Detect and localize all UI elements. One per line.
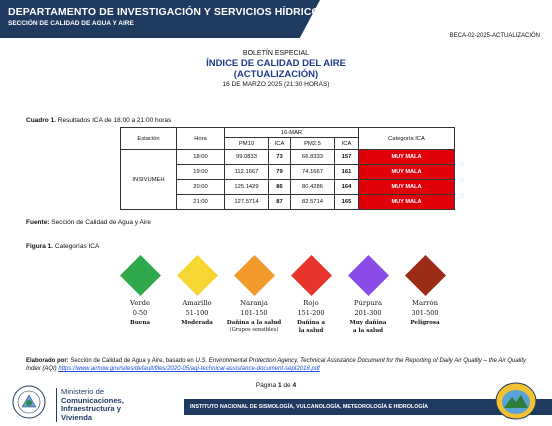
ica-results-table xyxy=(120,127,455,210)
page-total: 4 xyxy=(292,382,297,389)
cell-ica-pm25: 161 xyxy=(335,165,359,180)
source-text: Sección de Calidad de Agua y Aire xyxy=(49,219,152,226)
cell-pm10: 125.1429 xyxy=(225,180,269,195)
cell-ica-pm25: 157 xyxy=(335,150,359,165)
page-current: 1 xyxy=(277,382,282,389)
header-date: 16-MAR xyxy=(225,128,359,138)
category-description: Moderada xyxy=(181,320,213,326)
cell-ica-pm10: 79 xyxy=(269,165,291,180)
category-description: Dañina a xyxy=(297,320,325,326)
elaborated-by-note xyxy=(26,357,536,373)
purple-diamond-icon xyxy=(347,255,388,296)
category-name: Marrón xyxy=(412,299,438,307)
bulletin-kicker: BOLETÍN ESPECIAL xyxy=(242,50,310,57)
category-orange xyxy=(226,255,282,333)
cell-ica-pm10: 73 xyxy=(269,150,291,165)
category-maroon xyxy=(397,255,453,327)
cell-ica-pm25: 165 xyxy=(335,195,359,210)
elaborated-text: Sección de Calidad de Agua y Aire, basado en xyxy=(68,358,196,364)
figure-caption-text: Categorías ICA xyxy=(53,243,100,250)
category-name: Verde xyxy=(130,299,150,307)
category-name: Rojo xyxy=(303,299,319,307)
ministry-line: Vivienda xyxy=(61,412,93,422)
category-range: 201-300 xyxy=(354,309,382,317)
elaborated-label: Elaborado por: xyxy=(26,358,69,364)
category-range: 51-100 xyxy=(185,309,209,317)
green-diamond-icon xyxy=(119,255,160,296)
category-name: Púrpura xyxy=(353,299,383,307)
source-note xyxy=(26,219,151,226)
cell-pm25: 74.1667 xyxy=(291,165,335,180)
category-name: Amarillo xyxy=(182,299,212,307)
section-subtitle: SECCIÓN DE CALIDAD DE AGUA Y AIRE xyxy=(8,20,134,27)
cell-hour: 18:00 xyxy=(177,150,225,165)
red-diamond-icon xyxy=(290,255,331,296)
category-range: 0-50 xyxy=(132,309,148,317)
header-station: Estación xyxy=(121,128,177,150)
yellow-diamond-icon xyxy=(176,255,217,296)
cell-ica-pm25: 164 xyxy=(335,180,359,195)
ministry-line: Ministerio de xyxy=(61,387,105,396)
table-caption-text: Resultados ICA de 18:00 a 21:00 horas xyxy=(55,117,172,124)
figure-caption xyxy=(26,243,99,250)
category-description-line2: a la salud xyxy=(352,328,384,334)
category-range: 101-150 xyxy=(240,309,268,317)
department-title: DEPARTAMENTO DE INVESTIGACIÓN Y SERVICIOS HÍDRICOS xyxy=(8,6,327,18)
cell-hour: 19:00 xyxy=(177,165,225,180)
category-description: Dañina a la salud xyxy=(226,320,282,326)
category-yellow xyxy=(169,255,225,327)
cell-category: MUY MALA xyxy=(359,195,455,210)
table-caption xyxy=(26,117,171,124)
cell-category: MUY MALA xyxy=(359,180,455,195)
header-pm25: PM2.5 xyxy=(291,138,335,150)
bulletin-title-update: (ACTUALIZACIÓN) xyxy=(233,69,319,80)
cell-ica-pm10: 87 xyxy=(269,195,291,210)
cell-pm25: 82.5714 xyxy=(291,195,335,210)
cell-category: MUY MALA xyxy=(359,165,455,180)
category-description-line2: la salud xyxy=(298,328,324,334)
category-green xyxy=(112,255,168,327)
header-ica-pm25: ICA xyxy=(335,138,359,150)
station-name: INSIVUMEH xyxy=(121,150,177,210)
figure-caption-label: Figura 1. xyxy=(26,243,54,250)
category-red xyxy=(283,255,339,335)
cell-pm25: 80.4286 xyxy=(291,180,335,195)
page-prefix: Página xyxy=(255,382,278,389)
cell-pm10: 99.0833 xyxy=(225,150,269,165)
orange-diamond-icon xyxy=(233,255,274,296)
header-pm10: PM10 xyxy=(225,138,269,150)
cell-category: MUY MALA xyxy=(359,150,455,165)
category-note: (Grupos sensibles) xyxy=(229,327,279,333)
bulletin-title: ÍNDICE DE CALIDAD DEL AIRE xyxy=(206,58,346,69)
cell-pm25: 66.8333 xyxy=(291,150,335,165)
guatemala-seal-icon xyxy=(12,385,46,419)
category-purple xyxy=(340,255,396,335)
ministry-line: Infraestructura y xyxy=(61,404,121,413)
category-range: 301-500 xyxy=(411,309,439,317)
category-name: Naranja xyxy=(240,299,268,307)
institute-name: INSTITUTO NACIONAL DE SISMOLOGÍA, VULCANOLOGÍA, METEOROLOGÍA E HIDROLOGÍA xyxy=(190,404,428,410)
ministry-line: Comunicaciones, xyxy=(61,395,124,405)
cell-pm10: 112.1667 xyxy=(225,165,269,180)
reference-link[interactable]: https://www.airnow.gov/sites/default/files/2020-05/aqi-technical-assistance-document-sept2018.pdf xyxy=(58,366,320,372)
page-mid: de xyxy=(281,382,293,389)
category-range: 151-200 xyxy=(297,309,325,317)
category-description: Muy dañina xyxy=(349,320,387,326)
maroon-diamond-icon xyxy=(404,255,445,296)
ministry-logo-text xyxy=(56,388,124,422)
cell-hour: 21:00 xyxy=(177,195,225,210)
reference-title: U.S. Environmental Protection Agency, Technical Assistance Document for the Reporting of Daily Air Quality – the Air Quality Index (AQI) xyxy=(26,358,527,372)
source-label: Fuente: xyxy=(26,219,50,226)
header-category: Categoría ICA xyxy=(359,128,455,150)
table-caption-label: Cuadro 1. xyxy=(26,117,56,124)
category-description: Buena xyxy=(129,320,151,326)
table-row xyxy=(121,150,455,165)
cell-ica-pm10: 86 xyxy=(269,180,291,195)
bulletin-heading xyxy=(0,50,552,88)
ica-categories-legend xyxy=(112,255,452,345)
cell-hour: 20:00 xyxy=(177,180,225,195)
header-ica-pm10: ICA xyxy=(269,138,291,150)
document-code: BECA-02-2025-ACTUALIZACIÓN xyxy=(449,33,540,39)
header-hour: Hora xyxy=(177,128,225,150)
insivumeh-emblem-icon xyxy=(494,381,538,421)
cell-pm10: 127.5714 xyxy=(225,195,269,210)
bulletin-date: 16 DE MARZO 2025 (21:30 HORAS) xyxy=(222,81,330,88)
category-description: Peligrosa xyxy=(410,320,440,326)
